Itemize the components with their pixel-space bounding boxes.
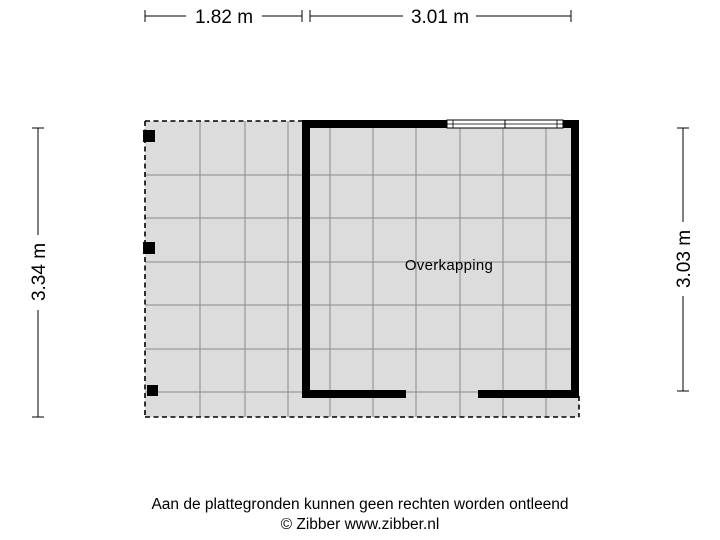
dimension-left: 3.34 m: [29, 242, 50, 302]
post: [147, 385, 158, 396]
wall-right: [571, 120, 579, 398]
footer-copyright: © Zibber www.zibber.nl: [280, 516, 440, 533]
wall-bottom-left: [302, 390, 406, 398]
post: [143, 130, 155, 142]
dimension-top-left: 1.82 m: [194, 7, 254, 28]
floor-area: [145, 121, 579, 417]
wall-bottom-right: [478, 390, 579, 398]
room-label-overkapping: Overkapping: [404, 257, 494, 274]
dimension-top-right: 3.01 m: [410, 7, 470, 28]
wall-left: [302, 120, 310, 398]
window: [447, 120, 563, 128]
post: [143, 242, 155, 254]
dimension-right: 3.03 m: [674, 229, 695, 289]
footer-disclaimer: Aan de plattegronden kunnen geen rechten worden ontleend: [151, 496, 569, 513]
wall-top: [302, 120, 447, 128]
